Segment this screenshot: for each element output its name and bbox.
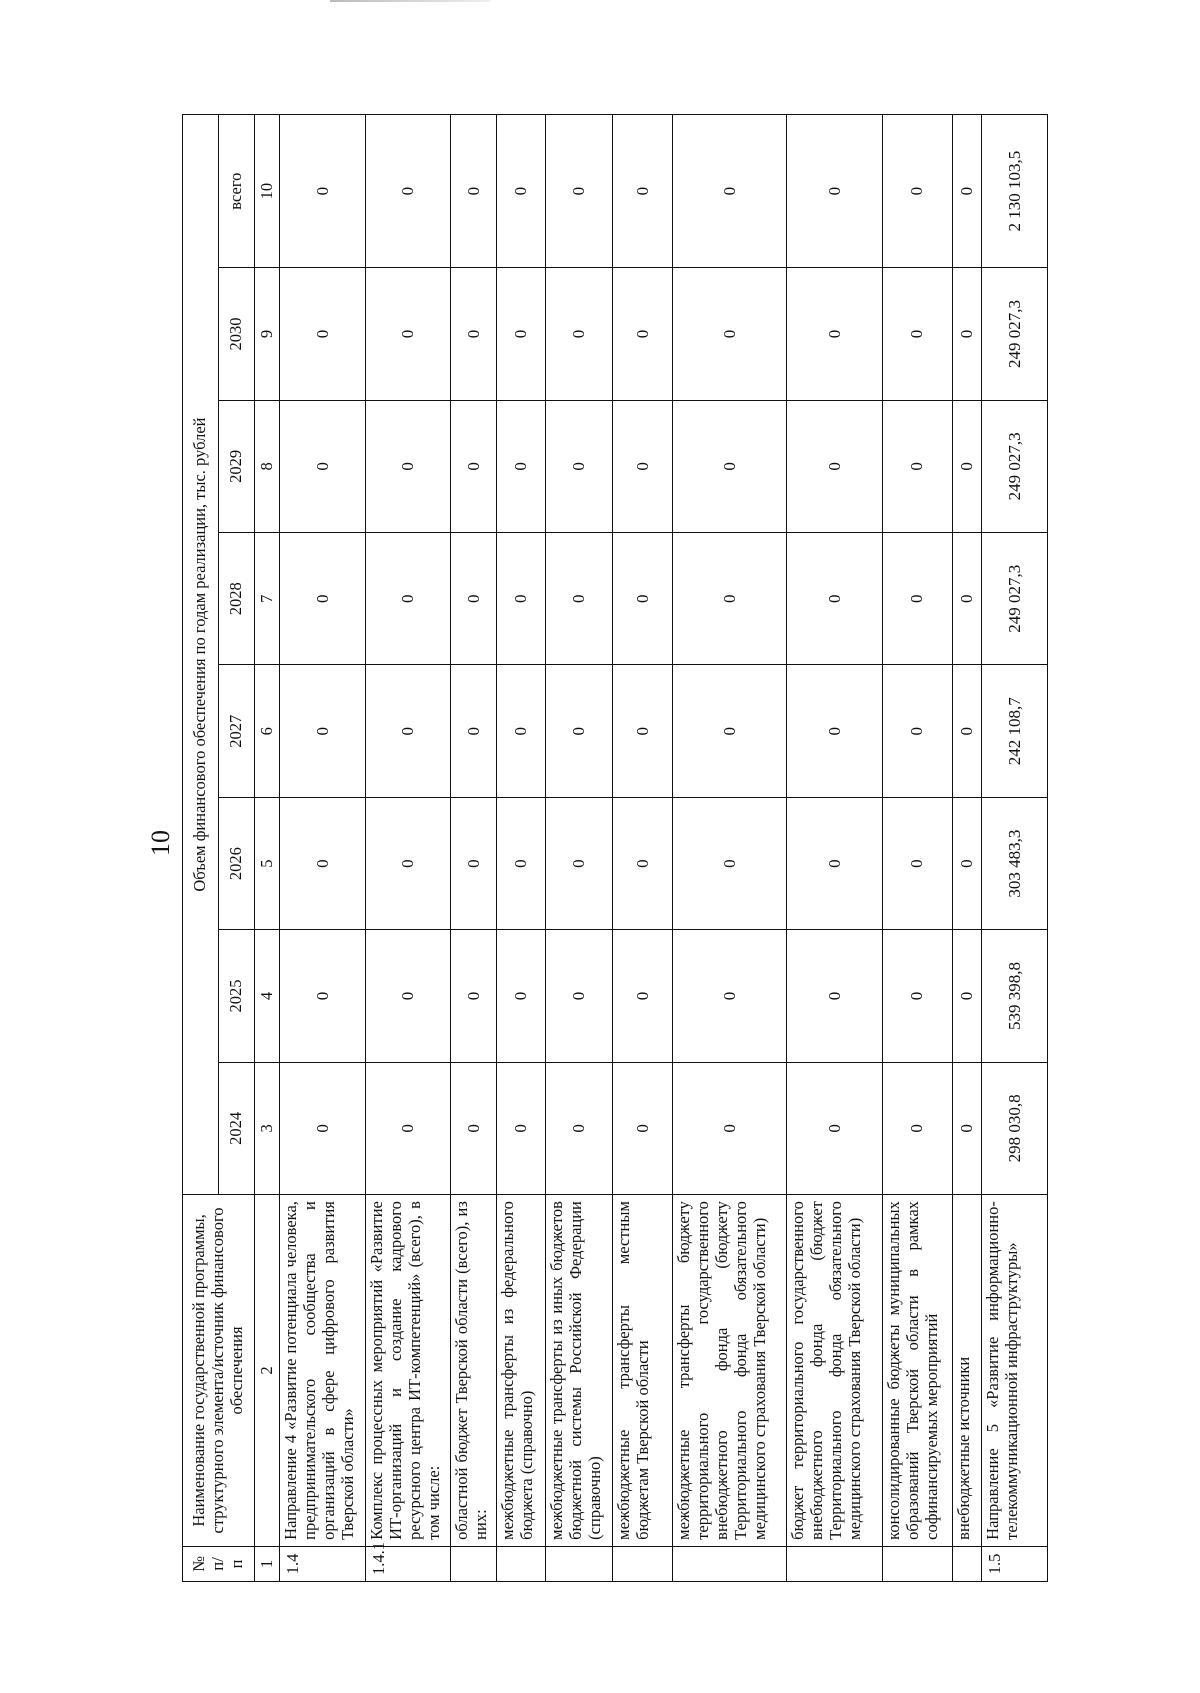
column-index: 9 [255, 268, 280, 400]
row-value: 0 [787, 797, 882, 929]
row-number: 1.5 [982, 1546, 1048, 1581]
table-row [496, 115, 545, 1582]
row-value: 0 [496, 930, 545, 1062]
column-index: 8 [255, 400, 280, 532]
row-value: 0 [280, 400, 366, 532]
row-total: 0 [451, 115, 497, 268]
row-value: 0 [952, 533, 982, 665]
column-index: 3 [255, 1062, 280, 1194]
header-num: № п/п [183, 1546, 255, 1581]
row-total: 0 [496, 115, 545, 268]
row-value: 0 [613, 797, 672, 929]
row-value: 0 [613, 930, 672, 1062]
row-name: Направление 5 «Развитие информационно-телекоммуникационной инфраструктуры» [982, 1195, 1048, 1547]
row-value: 0 [496, 1062, 545, 1194]
row-value: 0 [545, 533, 613, 665]
row-value: 0 [545, 930, 613, 1062]
row-name: межбюджетные трансферты местным бюджетам Тверской области [613, 1195, 672, 1547]
column-index: 6 [255, 665, 280, 797]
row-value: 0 [451, 665, 497, 797]
row-value: 0 [280, 268, 366, 400]
header-name: Наименование государственной программы, структурного элемента/источник финансового обеспечения [183, 1195, 255, 1547]
column-index: 5 [255, 797, 280, 929]
row-value: 0 [365, 665, 451, 797]
row-value: 539 398,8 [982, 930, 1048, 1062]
column-index: 4 [255, 930, 280, 1062]
row-total: 0 [280, 115, 366, 268]
row-value: 0 [672, 533, 786, 665]
scan-artifact-line [330, 0, 490, 2]
row-value: 0 [451, 533, 497, 665]
header-year: 2024 [219, 1062, 255, 1194]
row-value: 242 108,7 [982, 665, 1048, 797]
header-year: 2025 [219, 930, 255, 1062]
row-value: 0 [365, 1062, 451, 1194]
row-name: межбюджетные трансферты из иных бюджетов бюджетной системы Российской Федерации (справочно) [545, 1195, 613, 1547]
row-value: 0 [365, 533, 451, 665]
header-year: 2026 [219, 797, 255, 929]
row-value: 0 [787, 533, 882, 665]
row-value: 0 [882, 930, 952, 1062]
row-name: Направление 4 «Развитие потенциала человека, предпринимательского сообщества и организаций в сфере цифрового развития Тверской области» [280, 1195, 366, 1547]
row-value: 0 [545, 268, 613, 400]
row-value: 0 [365, 930, 451, 1062]
row-value: 0 [496, 400, 545, 532]
row-value: 249 027,3 [982, 533, 1048, 665]
header-year: 2029 [219, 400, 255, 532]
row-value: 0 [280, 797, 366, 929]
row-value: 0 [952, 930, 982, 1062]
row-total: 0 [672, 115, 786, 268]
table-row [952, 115, 982, 1582]
column-index: 10 [255, 115, 280, 268]
row-total: 2 130 103,5 [982, 115, 1048, 268]
row-value: 0 [613, 400, 672, 532]
row-value: 0 [882, 268, 952, 400]
page-number: 10 [146, 830, 175, 856]
header-year: 2030 [219, 268, 255, 400]
table-row [982, 115, 1048, 1582]
row-total: 0 [787, 115, 882, 268]
row-value: 0 [613, 665, 672, 797]
row-value: 0 [365, 268, 451, 400]
row-value: 0 [787, 400, 882, 532]
row-value: 0 [280, 665, 366, 797]
row-total: 0 [365, 115, 451, 268]
row-name: бюджет территориального государственного внебюджетного фонда (бюджет Территориального фонда обязательного медицинского страхования Тверской области) [787, 1195, 882, 1547]
row-value: 0 [451, 400, 497, 532]
row-value: 0 [672, 268, 786, 400]
row-value: 0 [613, 1062, 672, 1194]
row-value: 0 [280, 930, 366, 1062]
row-value: 0 [672, 665, 786, 797]
row-value: 0 [496, 797, 545, 929]
row-total: 0 [545, 115, 613, 268]
row-value: 249 027,3 [982, 268, 1048, 400]
table-row [365, 115, 451, 1582]
row-value: 0 [952, 665, 982, 797]
row-name: внебюджетные источники [952, 1195, 982, 1547]
column-index: 7 [255, 533, 280, 665]
financing-table [182, 114, 1048, 1582]
row-value: 0 [545, 1062, 613, 1194]
header-year: 2028 [219, 533, 255, 665]
row-value: 0 [545, 400, 613, 532]
rotated-table-container [182, 114, 1048, 1582]
row-value: 0 [882, 1062, 952, 1194]
row-name: Комплекс процессных мероприятий «Развитие ИТ-организаций и создание кадрового ресурсного центра ИТ-компетенций» (всего), в том числе: [365, 1195, 451, 1547]
row-value: 0 [787, 268, 882, 400]
row-value: 0 [952, 268, 982, 400]
row-name: межбюджетные трансферты из федерального бюджета (справочно) [496, 1195, 545, 1547]
table-row [613, 115, 672, 1582]
row-value: 0 [882, 665, 952, 797]
row-value: 0 [451, 930, 497, 1062]
row-number [787, 1546, 882, 1581]
column-index-row [255, 115, 280, 1582]
table-row [451, 115, 497, 1582]
row-number: 1.4 [280, 1546, 366, 1581]
row-value: 0 [365, 797, 451, 929]
header-year: 2027 [219, 665, 255, 797]
row-value: 303 483,3 [982, 797, 1048, 929]
row-value: 0 [952, 797, 982, 929]
row-total: 0 [882, 115, 952, 268]
row-value: 249 027,3 [982, 400, 1048, 532]
row-number [451, 1546, 497, 1581]
row-name: консолидированные бюджеты муниципальных образований Тверской области в рамках софинансируемых мероприятий [882, 1195, 952, 1547]
table-row [545, 115, 613, 1582]
row-value: 0 [451, 797, 497, 929]
row-total: 0 [952, 115, 982, 268]
row-number [882, 1546, 952, 1581]
row-value: 0 [451, 1062, 497, 1194]
row-value: 0 [672, 1062, 786, 1194]
row-value: 0 [365, 400, 451, 532]
row-value: 0 [496, 533, 545, 665]
column-index: 1 [255, 1546, 280, 1581]
row-number [672, 1546, 786, 1581]
row-value: 0 [672, 797, 786, 929]
row-name: областной бюджет Тверской области (всего), из них: [451, 1195, 497, 1547]
row-value: 0 [451, 268, 497, 400]
row-value: 298 030,8 [982, 1062, 1048, 1194]
row-number [545, 1546, 613, 1581]
row-value: 0 [496, 268, 545, 400]
row-value: 0 [613, 533, 672, 665]
row-number [496, 1546, 545, 1581]
row-value: 0 [496, 665, 545, 797]
row-number [952, 1546, 982, 1581]
row-name: межбюджетные трансферты бюджету территориального государственного внебюджетного фонда (бюджету Территориального фонда обязательного медицинского страхования Тверской области) [672, 1195, 786, 1547]
row-value: 0 [952, 1062, 982, 1194]
table-row [882, 115, 952, 1582]
row-value: 0 [787, 665, 882, 797]
header-total: всего [219, 115, 255, 268]
row-value: 0 [672, 400, 786, 532]
row-total: 0 [613, 115, 672, 268]
row-value: 0 [672, 930, 786, 1062]
table-row [787, 115, 882, 1582]
row-value: 0 [280, 533, 366, 665]
row-value: 0 [882, 533, 952, 665]
row-value: 0 [787, 930, 882, 1062]
row-value: 0 [882, 400, 952, 532]
row-value: 0 [787, 1062, 882, 1194]
row-value: 0 [545, 665, 613, 797]
row-value: 0 [280, 1062, 366, 1194]
table-row [280, 115, 366, 1582]
table-row [672, 115, 786, 1582]
header-row-group [183, 115, 219, 1582]
header-group: Объем финансового обеспечения по годам реализации, тыс. рублей [183, 115, 219, 1195]
row-number [613, 1546, 672, 1581]
row-value: 0 [882, 797, 952, 929]
row-value: 0 [545, 797, 613, 929]
column-index: 2 [255, 1195, 280, 1547]
row-value: 0 [613, 268, 672, 400]
row-value: 0 [952, 400, 982, 532]
row-number: 1.4.1 [365, 1546, 451, 1581]
